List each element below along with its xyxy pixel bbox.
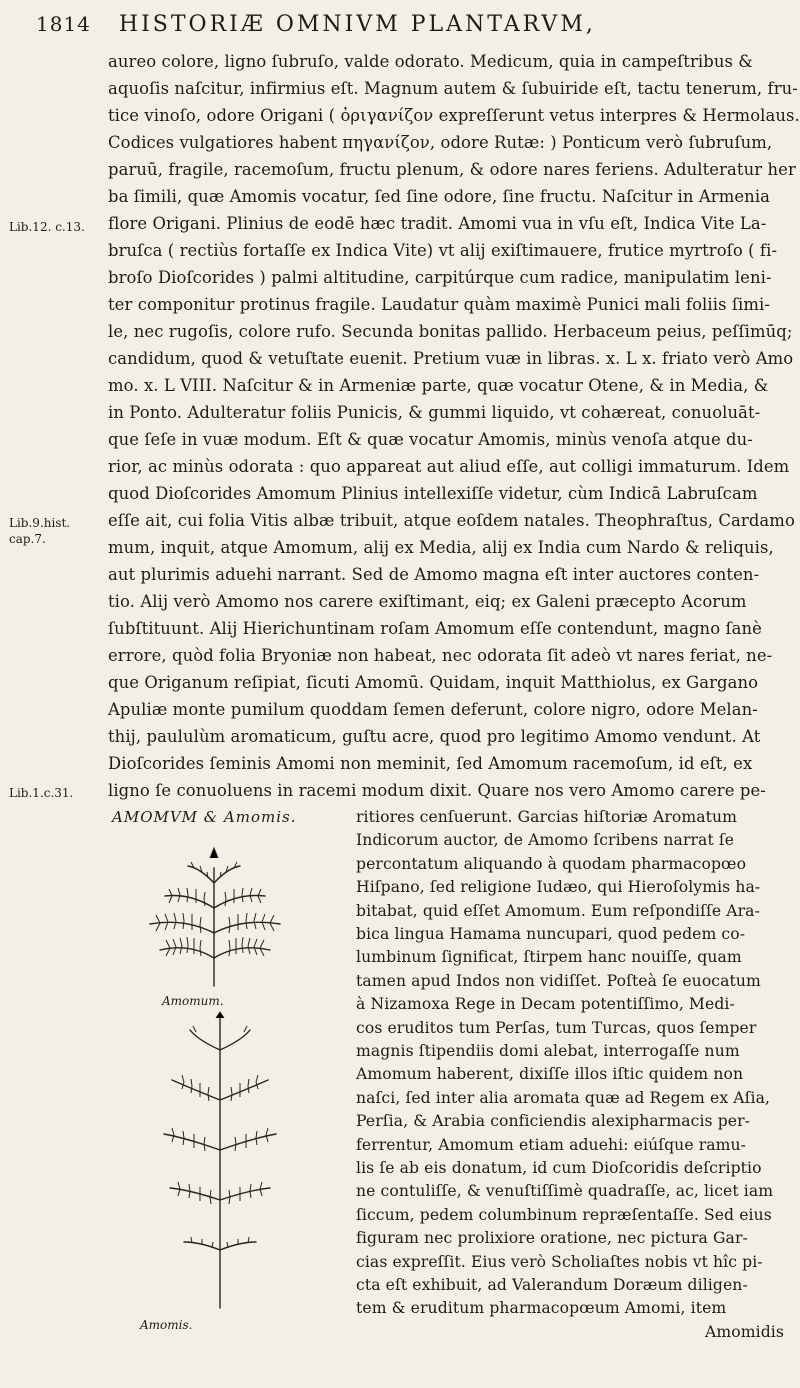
column-text-line: percontatum aliquando à quodam pharmacopœo: [356, 854, 747, 873]
text-line: mo. x. L VIII. Naſcitur & in Armeniæ parte, quæ vocatur Otene, & in Media, &: [108, 376, 769, 395]
column-text-line: ferrentur, Amomum etiam aduehi: eiúſque ramu-: [356, 1135, 747, 1154]
text-line: errore, quòd folia Bryoniæ non habeat, nec odorata ſit adeò vt nares feriat, ne-: [108, 646, 773, 665]
column-text-line: cias expreſſit. Eius verò Scholiaſtes nobis vt hîc pi-: [356, 1252, 763, 1271]
column-text-line: Hiſpano, ſed religione Iudæo, qui Hieroſolymis ha-: [356, 878, 761, 897]
text-line: aureo colore, ligno ſubruſo, valde odorato. Medicum, quia in campeſtribus &: [108, 52, 753, 71]
text-line: que ſeſe in vuæ modum. Eſt & quæ vocatur Amomis, minùs venoſa atque du-: [108, 430, 753, 449]
amomum-illustration: [110, 838, 320, 988]
column-text-line: lis ſe ab eis donatum, id cum Dioſcoridis deſcriptio: [356, 1159, 762, 1177]
plant-caption: Amomis.: [140, 1318, 193, 1332]
column-text-line: Amomidis: [705, 1322, 784, 1341]
text-line: ligno ſe conuoluens in racemi modum dixit. Quare nos vero Amomo carere pe-: [108, 781, 766, 800]
text-line: candidum, quod & vetuſtate euenit. Pretium vuæ in libras. x. L x. friato verò Amo: [108, 349, 794, 368]
column-text-line: figuram nec prolixiore oratione, nec pictura Gar-: [356, 1229, 748, 1248]
column-text-line: Indicorum auctor, de Amomo ſcribens narrat ſe: [356, 831, 735, 850]
text-line: rior, ac minùs odorata : quo appareat aut aliud eſſe, aut colligi immaturum. Idem: [108, 457, 790, 476]
text-line: bruſca ( rectiùs fortaſſe ex Indica Vite) vt alij exiſtimauere, frutice myrtroſo ( fi-: [108, 241, 778, 260]
text-line: tio. Alij verò Amomo nos carere exiſtimant, eiq; ex Galeni præcepto Acorum: [108, 592, 747, 611]
plant-caption: Amomum.: [162, 994, 224, 1008]
margin-note: Lib.12. c.13.: [9, 220, 85, 234]
text-line: Dioſcorides ſeminis Amomi non meminit, ſed Amomum racemoſum, id eſt, ex: [108, 754, 753, 773]
margin-note: Lib.9.hist.: [9, 516, 71, 530]
text-line: eſſe ait, cui folia Vitis albæ tribuit, atque eoſdem natales. Theophraſtus, Cardamo: [108, 511, 795, 530]
page-number: 1814: [36, 12, 91, 36]
page-header: [36, 12, 764, 44]
plate-caption: AMOMVM & Amomis.: [112, 808, 297, 826]
column-text-line: bitabat, quid eſſet Amomum. Eum reſpondiſſe Ara-: [356, 901, 760, 920]
margin-note: cap.7.: [9, 532, 46, 546]
column-text-line: Amomum haberent, dixiſſe illos iſtic quidem non: [356, 1065, 744, 1084]
text-line: quod Dioſcorides Amomum Plinius intellexiſſe videtur, cùm Indicā Labruſcam: [108, 484, 758, 503]
text-line: que Origanum reſipiat, ſicuti Amomū. Quidam, inquit Matthiolus, ex Gargano: [108, 673, 759, 692]
text-line: ba ſimili, quæ Amomis vocatur, ſed ſine odore, ſine fructu. Naſcitur in Armenia: [108, 187, 771, 206]
column-text-line: cos eruditos tum Perſas, tum Turcas, quos ſemper: [356, 1018, 757, 1037]
column-text-line: ritiores cenſuerunt. Garcias hiſtoriæ Aromatum: [356, 808, 738, 826]
column-text-line: magnis ſtipendiis domi alebat, interrogaſſe num: [356, 1042, 740, 1060]
column-text-line: lumbinum ſignificat, ſtirpem hanc nouiſſe, quam: [356, 948, 742, 967]
text-line: Apuliæ monte pumilum quoddam ſemen deferunt, colore nigro, odore Melan-: [108, 700, 758, 719]
text-line: ſubſtituunt. Alij Hierichuntinam roſam Amomum eſſe contendunt, magno ſanè: [108, 619, 762, 638]
text-line: mum, inquit, atque Amomum, alij ex Media, alij ex India cum Nardo & reliquis,: [108, 538, 774, 557]
column-text-line: ne contuliſſe, & venuſtiſſimè quadraſſe, ac, licet iam: [356, 1182, 774, 1201]
text-line: in Ponto. Adulteratur foliis Punicis, & gummi liquido, vt cohæreat, conuoluāt-: [108, 403, 761, 422]
column-text-line: à Nizamoxa Rege in Decam potentiſſimo, Medi-: [356, 995, 735, 1014]
text-line: Codices vulgatiores habent πηγανίζον, odore Rutæ: ) Ponticum verò ſubruſum,: [108, 133, 773, 152]
amomis-illustration: [120, 1010, 320, 1310]
text-line: aquoſis naſcitur, infirmius eſt. Magnum autem & ſubuiride eſt, tactu tenerum, fru-: [108, 79, 798, 98]
text-line: ter componitur protinus fragile. Laudatur quàm maximè Punici mali foliis ſimi-: [108, 295, 771, 314]
text-line: paruū, fragile, racemoſum, fructu plenum, & odore nares feriens. Adulteratur her: [108, 160, 796, 179]
column-text-line: naſci, ſed inter alia aromata quæ ad Regem ex Aſia,: [356, 1088, 771, 1107]
text-line: thij, paululùm aromaticum, guſtu acre, quod pro legitimo Amomo vendunt. At: [108, 727, 761, 746]
column-text-line: cta eſt exhibuit, ad Valerandum Doræum diligen-: [356, 1276, 748, 1294]
text-line: aut plurimis aduehi narrant. Sed de Amomo magna eſt inter auctores conten-: [108, 565, 760, 584]
column-text-line: ſiccum, pedem columbinum repræſentaſſe. Sed eius: [356, 1205, 772, 1224]
running-title: HISTORIÆ OMNIVM PLANTARVM,: [118, 12, 596, 37]
column-text-line: Perſia, & Arabia conficiendis alexipharmacis per-: [356, 1112, 751, 1131]
text-line: broſo Dioſcorides ) palmi altitudine, carpitúrque cum radice, manipulatim leni-: [108, 268, 772, 287]
text-line: le, nec rugoſis, colore rufo. Secunda bonitas pallido. Herbaceum peius, peſſimūq;: [108, 322, 793, 341]
column-text-line: bica lingua Hamama nuncupari, quod pedem co-: [356, 925, 746, 943]
column-text-line: tamen apud Indos non vidiſſet. Poſteà ſe euocatum: [356, 971, 761, 990]
column-text-line: tem & eruditum pharmacopœum Amomi, item: [356, 1299, 727, 1318]
margin-note: Lib.1.c.31.: [9, 786, 74, 800]
text-line: flore Origani. Plinius de eodē hæc tradit. Amomi vua in vſu eſt, Indica Vite La-: [108, 214, 767, 233]
text-line: tice vinoſo, odore Origani ( ὀριγανίζον expreſſerunt vetus interpres & Hermolaus.: [108, 106, 800, 125]
